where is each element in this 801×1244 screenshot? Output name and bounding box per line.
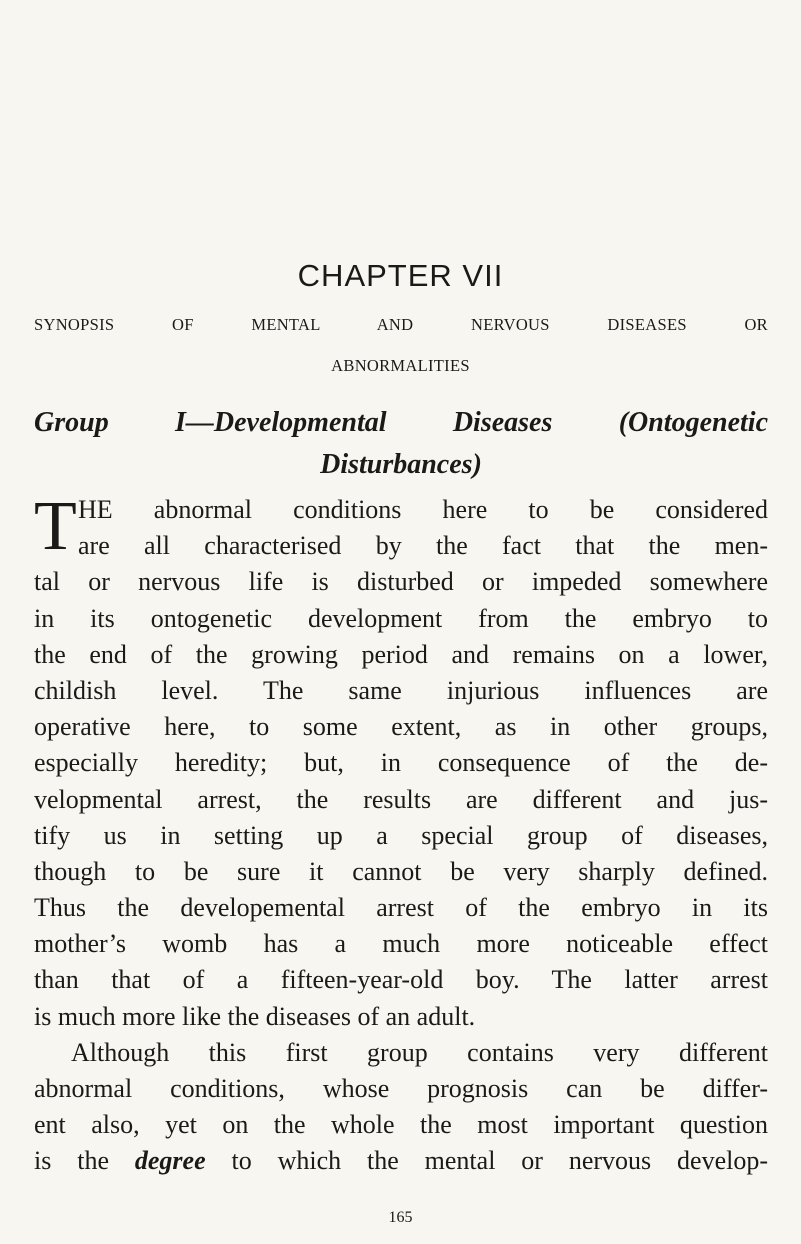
- text-line: [34, 1143, 768, 1179]
- text-line: in its ontogenetic development from the embryo to: [34, 603, 768, 633]
- chapter-title: CHAPTER VII: [297, 258, 504, 293]
- body-text: [34, 488, 769, 1180]
- text-line: childish level. The same injurious influences are: [34, 675, 768, 705]
- page-number: 165: [388, 1209, 413, 1226]
- text-line: are all characterised by the fact that the men-: [78, 531, 768, 561]
- group-heading-line-2: Disturbances): [320, 449, 482, 480]
- text-line: HE abnormal conditions here to be considered: [78, 495, 768, 524]
- text-line: mother’s womb has a much more noticeable effect: [34, 929, 768, 959]
- text-line: is much more like the diseases of an adult.: [34, 1001, 476, 1031]
- text-line: abnormal conditions, whose prognosis can be differ-: [34, 1074, 768, 1103]
- text-line: operative here, to some extent, as in other groups,: [34, 712, 768, 742]
- text-line: though to be sure it cannot be very sharply defined.: [34, 856, 768, 886]
- drop-cap: T: [34, 488, 77, 565]
- text-line: tal or nervous life is disturbed or impeded somewhere: [34, 567, 768, 597]
- text-line: Although this first group contains very different: [71, 1037, 768, 1067]
- text-segment: is the: [34, 1146, 135, 1176]
- synopsis-heading-line-2: ABNORMALITIES: [331, 356, 470, 375]
- text-segment: to which the mental or nervous develop-: [205, 1146, 769, 1176]
- text-line: than that of a fifteen-year-old boy. The latter arrest: [34, 965, 768, 995]
- text-line: tify us in setting up a special group of diseases,: [34, 820, 768, 850]
- group-heading-line-1: Group I—Developmental Diseases (Ontogenetic: [34, 407, 768, 438]
- emphasized-word: degree: [134, 1146, 206, 1176]
- text-line: Thus the developemental arrest of the embryo in its: [34, 893, 768, 923]
- text-line: ent also, yet on the whole the most important question: [34, 1110, 768, 1140]
- text-line: especially heredity; but, in consequence of the de-: [34, 748, 768, 778]
- text-line: velopmental arrest, the results are different and jus-: [34, 784, 768, 814]
- group-heading: [34, 402, 768, 486]
- text-line: the end of the growing period and remains on a lower,: [34, 639, 768, 669]
- synopsis-heading-line-1: SYNOPSIS OF MENTAL AND NERVOUS DISEASES OR: [34, 315, 768, 334]
